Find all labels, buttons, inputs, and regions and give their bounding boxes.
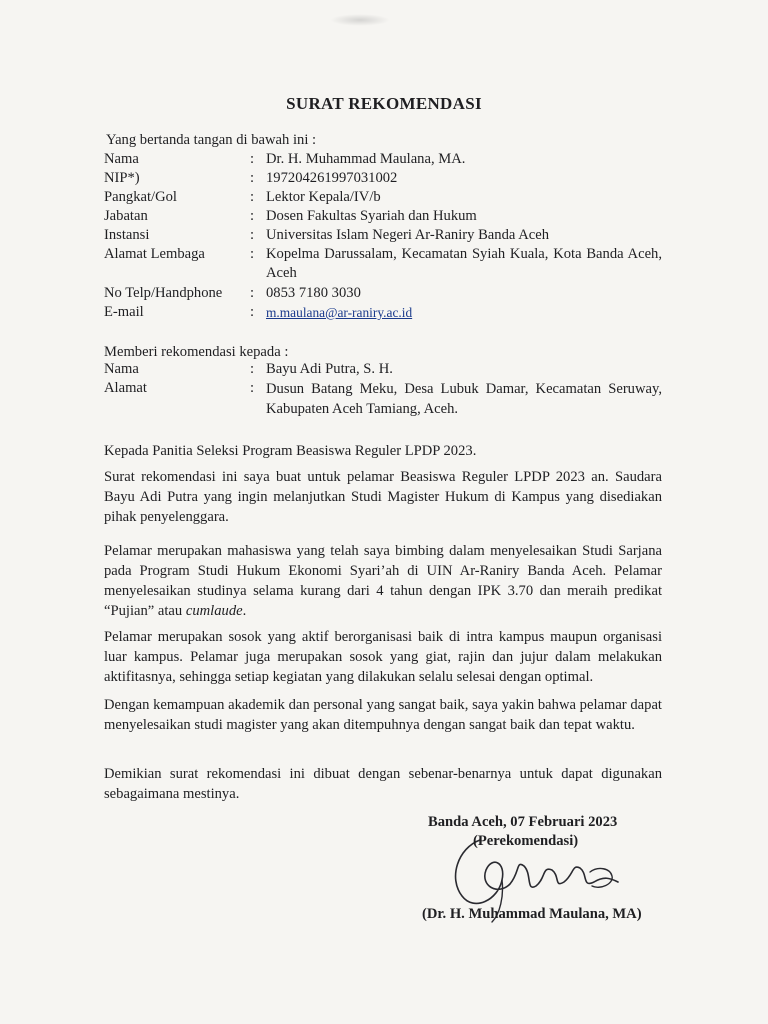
paragraph-academic-end: . [242,603,247,619]
field-colon: : [250,170,255,186]
field-label-jabatan: Jabatan [104,208,148,224]
signature-place-date: Banda Aceh, 07 Februari 2023 [428,814,618,830]
field-value-alamat-lembaga: Kopelma Darussalam, Kecamatan Syiah Kuala, Kota Banda Aceh, Aceh [266,246,662,281]
paragraph-purpose: Surat rekomendasi ini saya buat untuk pelamar Beasiswa Reguler LPDP 2023 an. Saudara Bayu Adi Putra yang ingin melanjutkan Studi Magister Hukum di Kampus yang disediakan pihak penyelenggara. [104,469,662,525]
field-label-telp: No Telp/Handphone [104,285,223,301]
field-colon: : [250,246,255,262]
field-colon: : [250,208,255,224]
cumlaude-term: cumlaude [185,603,243,619]
recipient-label-alamat: Alamat [104,380,147,396]
recipient-value-alamat: Dusun Batang Meku, Desa Lubuk Damar, Kecamatan Seruway, Kabupaten Aceh Tamiang, Aceh. [266,381,662,417]
field-label-pangkat: Pangkat/Gol [104,189,177,205]
field-value-jabatan: Dosen Fakultas Syariah dan Hukum [266,208,477,224]
field-value-nip: 197204261997031002 [266,170,398,186]
signer-intro: Yang bertanda tangan di bawah ini : [106,132,317,148]
paragraph-closing: Demikian surat rekomendasi ini dibuat dengan sebenar-benarnya untuk dapat digunakan sebagaimana mestinya. [104,766,662,802]
field-value-telp: 0853 7180 3030 [266,285,361,301]
field-colon: : [250,227,255,243]
paragraph-organization: Pelamar merupakan sosok yang aktif berorganisasi baik di intra kampus maupun organisasi luar kampus. Pelamar juga merupakan sosok yang giat, rajin dan jujur dalam melakukan aktifitasnya, sehingga setiap kegiatan yang dilakukan selalu selesai dengan optimal. [104,629,662,685]
recipient-label-nama: Nama [104,361,139,377]
field-colon: : [250,361,255,377]
addressee-line: Kepada Panitia Seleksi Program Beasiswa Reguler LPDP 2023. [104,443,477,459]
field-label-instansi: Instansi [104,227,150,243]
field-colon: : [250,151,255,167]
email-link[interactable]: m.maulana@ar-raniry.ac.id [266,305,413,320]
paragraph-academic-text: Pelamar merupakan mahasiswa yang telah saya bimbing dalam menyelesaikan Studi Sarjana pada Program Studi Hukum Ekonomi Syari’ah di UIN Ar-Raniry Banda Aceh. Pelamar menyelesaikan studinya selama kurang dari 4 tahun dengan IPK 3.70 dan meraih predikat “Pujian” atau [104,543,662,619]
recipient-value-nama: Bayu Adi Putra, S. H. [266,361,393,377]
signature-role: (Perekomendasi) [473,833,579,849]
signature-name: (Dr. H. Muhammad Maulana, MA) [422,906,642,922]
field-value-nama: Dr. H. Muhammad Maulana, MA. [266,151,466,167]
field-colon: : [250,285,255,301]
field-label-nama: Nama [104,151,139,167]
scan-smudge [330,14,390,26]
field-colon: : [250,380,255,396]
field-value-pangkat: Lektor Kepala/IV/b [266,189,381,205]
field-label-email: E-mail [104,304,144,320]
letter-title: SURAT REKOMENDASI [286,94,482,113]
paragraph-academic [104,541,662,621]
field-label-nip: NIP*) [104,170,140,186]
paragraph-competence: Dengan kemampuan akademik dan personal yang sangat baik, saya yakin bahwa pelamar dapat menyelesaikan studi magister yang akan ditempuhnya dengan sangat baik dan tepat waktu. [104,697,662,733]
recommend-intro: Memberi rekomendasi kepada : [104,344,289,360]
field-colon: : [250,189,255,205]
field-label-alamat-lembaga: Alamat Lembaga [104,246,205,262]
field-colon: : [250,304,255,320]
field-value-instansi: Universitas Islam Negeri Ar-Raniry Banda Aceh [266,227,549,243]
